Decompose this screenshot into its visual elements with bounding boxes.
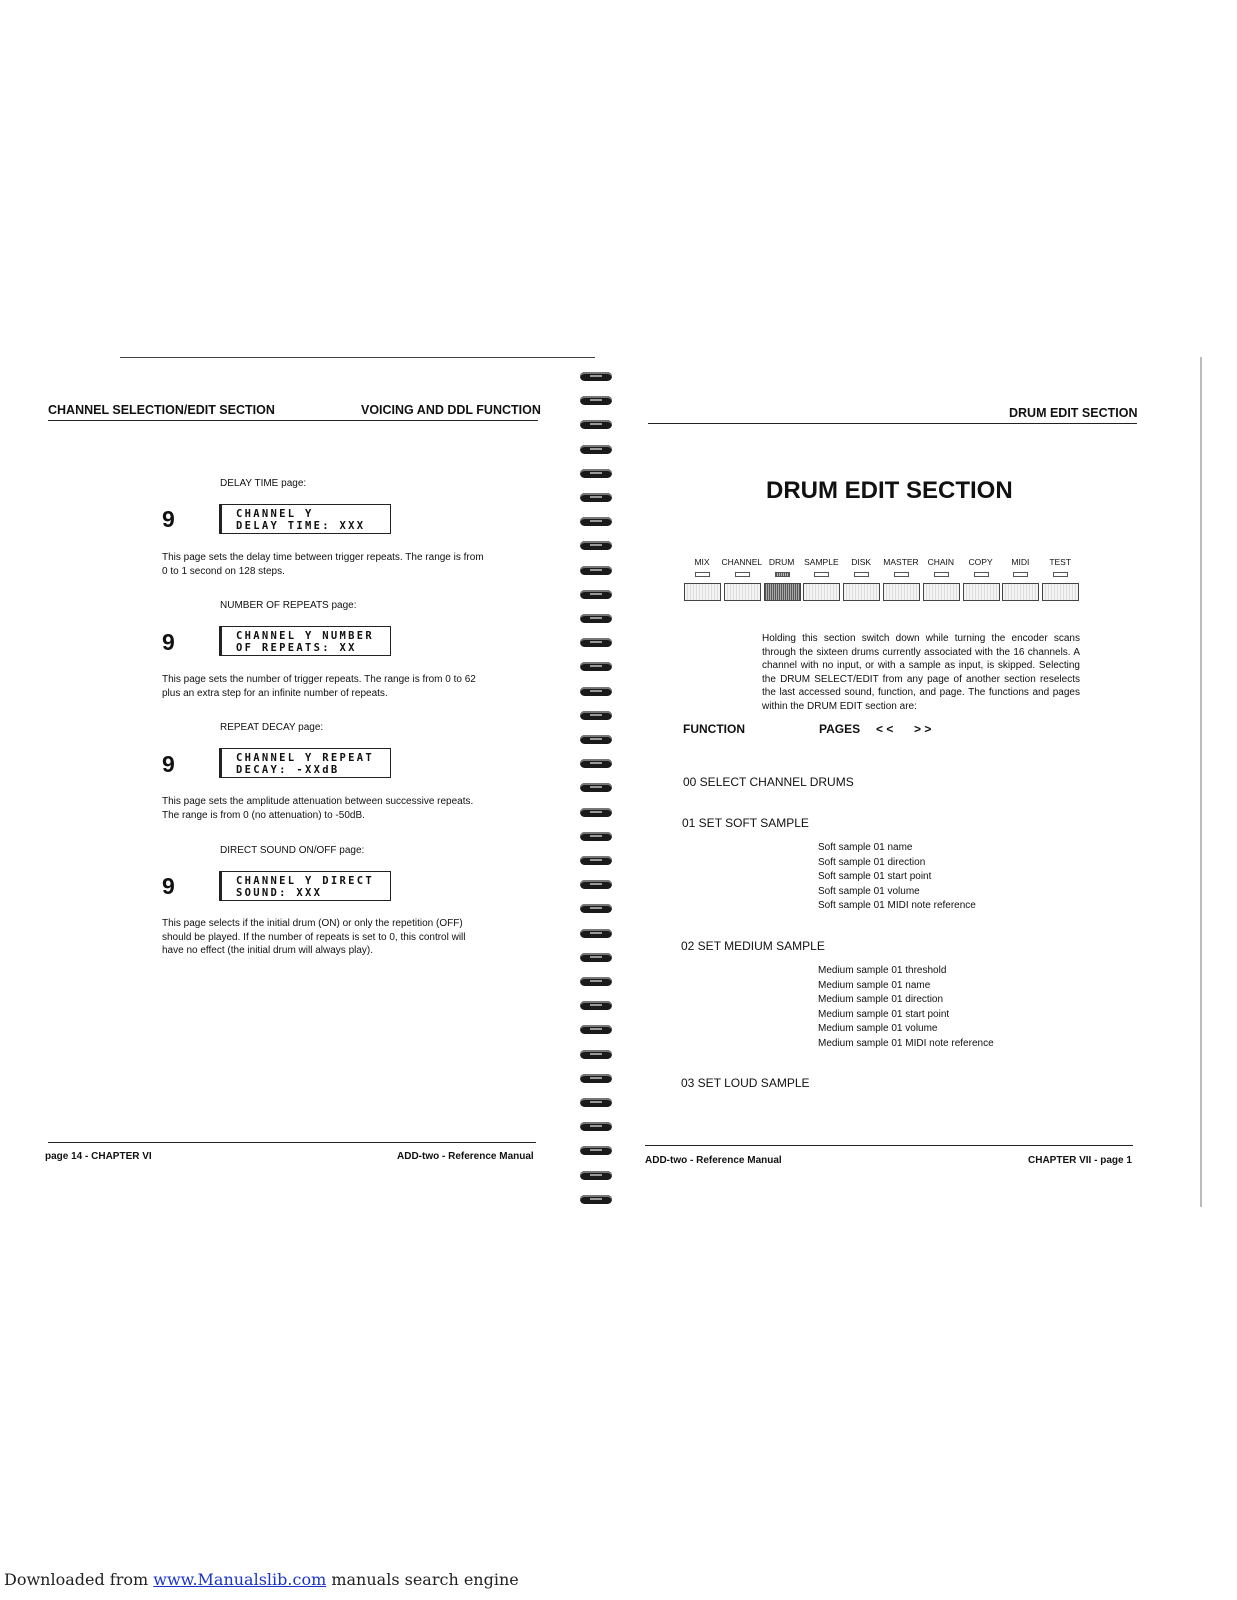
page-edge-line [1200,357,1202,1207]
repeats-label: NUMBER OF REPEATS page: [220,600,357,611]
switch-label-disk: DISK [851,557,872,567]
repeats-description: This page sets the number of trigger repeats. The range is from 0 to 62 plus an extra step for an infinite number of repeats. [162,674,476,699]
section-title: DRUM EDIT SECTION [766,477,1013,504]
switch-label-channel: CHANNEL [721,557,763,567]
top-edge-line [120,357,595,358]
left-header-rule [48,420,538,421]
binding-ring [580,469,612,478]
binding-ring [580,517,612,526]
list-item: Medium sample 01 start point [818,1008,950,1020]
manualslib-link[interactable]: www.Manualslib.com [153,1570,327,1589]
binding-ring [580,1122,612,1131]
right-header-rule [648,423,1137,424]
switch-button-midi [1002,583,1039,601]
switch-led-drum [775,572,790,577]
lcd-line-1: CHANNEL Y REPEAT [236,752,374,764]
next-arrows: > > [914,722,932,736]
switch-label-master: MASTER [883,557,919,567]
list-item: Soft sample 01 MIDI note reference [818,900,976,911]
binding-ring [580,856,612,865]
lcd-line-2: DECAY: -XXdB [236,764,340,776]
binding-ring [580,1098,612,1107]
list-item: Soft sample 01 name [818,842,913,853]
intro-paragraph: Holding this section switch down while turning the encoder scans through the sixteen drums currently associated with the 16 channels. A channel with no input, or with a sample as input, is skipped. Selecting the DRUM SELECT/EDIT from any page of another section reselects the last accessed sound, function, and page. The functions and pages within the DRUM EDIT section are: [762,633,1080,712]
lcd-line-1: CHANNEL Y NUMBER [236,630,374,642]
switch-button-drum [764,583,801,601]
repeat-decay-label: REPEAT DECAY page: [220,722,324,733]
binding-ring [580,590,612,599]
lcd-line-2: OF REPEATS: XX [236,642,357,654]
download-suffix: manuals search engine [326,1570,519,1589]
switch-label-midi: MIDI [1011,557,1030,567]
lcd-display [219,871,391,901]
list-item: Medium sample 01 threshold [818,965,947,976]
binding-ring [580,977,612,986]
page-number-9: 9 [162,629,175,655]
lcd-display [219,626,391,656]
function-02: 02 SET MEDIUM SAMPLE [681,939,825,953]
binding-ring [580,662,612,671]
binding-ring [580,541,612,550]
binding-ring [580,929,612,938]
left-header-topic: VOICING AND DDL FUNCTION [361,403,541,417]
lcd-display [219,504,391,534]
right-header-section: DRUM EDIT SECTION [1009,406,1138,420]
function-01: 01 SET SOFT SAMPLE [682,816,809,830]
list-item: Medium sample 01 MIDI note reference [818,1037,994,1049]
binding-ring [580,1074,612,1083]
left-footer-page: page 14 - CHAPTER VI [45,1151,152,1162]
delay-time-description: This page sets the delay time between trigger repeats. The range is from 0 to 1 second on 128 steps. [162,552,484,577]
switch-button-mix [684,583,721,601]
lcd-display [219,748,391,778]
switch-label-chain: CHAIN [927,557,955,567]
list-item: Medium sample 01 volume [818,1023,938,1034]
switch-button-sample [803,583,840,601]
lcd-line-2: DELAY TIME: XXX [236,520,366,532]
switch-button-chain [923,583,960,601]
switch-label-copy: COPY [968,557,993,567]
function-03: 03 SET LOUD SAMPLE [681,1076,810,1090]
list-item: Medium sample 01 direction [818,994,944,1005]
switch-button-copy [963,583,1000,601]
download-prefix: Downloaded from [4,1570,154,1589]
switch-label-drum: DRUM [768,557,795,567]
download-note [4,1570,519,1589]
function-02-pages [818,964,994,1051]
binding-ring [580,1146,612,1155]
function-01-pages [818,841,976,914]
binding-ring [580,880,612,889]
binding-ring [580,493,612,502]
binding-ring [580,1195,612,1204]
switch-led-chain [934,572,949,577]
direct-sound-label: DIRECT SOUND ON/OFF page: [220,845,365,856]
binding-ring [580,1001,612,1010]
prev-arrows: < < [876,722,894,736]
list-item: Soft sample 01 start point [818,871,932,882]
binding-ring [580,832,612,841]
switch-led-mix [695,572,710,577]
binding-ring [580,953,612,962]
binding-ring [580,1050,612,1059]
switch-label-sample: SAMPLE [804,557,839,567]
left-header-section: CHANNEL SELECTION/EDIT SECTION [48,403,275,417]
binding-ring [580,808,612,817]
binding-ring [580,420,612,429]
delay-time-label: DELAY TIME page: [220,478,307,489]
switch-label-test: TEST [1049,557,1072,567]
binding-ring [580,372,612,381]
pages-column-header: PAGES [819,722,861,736]
switch-led-channel [735,572,750,577]
list-item: Medium sample 01 name [818,979,931,991]
list-item: Soft sample 01 volume [818,885,920,897]
binding-ring [580,396,612,405]
lcd-line-2: SOUND: XXX [236,887,323,899]
left-footer-rule [48,1142,536,1143]
switch-label-mix: MIX [694,557,710,567]
binding-ring [580,1171,612,1180]
binding-ring [580,687,612,696]
binding-ring [580,445,612,454]
binding-ring [580,904,612,913]
switch-led-test [1053,572,1068,577]
page-number-9: 9 [162,751,175,777]
left-footer-manual: ADD-two - Reference Manual [397,1151,534,1162]
binding-ring [580,638,612,647]
switch-led-copy [974,572,989,577]
switch-button-disk [843,583,880,601]
switch-button-channel [724,583,761,601]
binding-ring [580,735,612,744]
repeat-decay-description: This page sets the amplitude attenuation between successive repeats. The range is from 0 (no attenuation) to -50dB. [162,796,474,821]
right-footer-manual: ADD-two - Reference Manual [645,1155,782,1166]
switch-led-midi [1013,572,1028,577]
switch-led-sample [814,572,829,577]
binding-ring [580,711,612,720]
direct-sound-description: This page selects if the initial drum (ON) or only the repetition (OFF) should be played. If the number of repeats is set to 0, this control will have no effect (the initial drum will always play). [162,918,466,956]
switch-led-disk [854,572,869,577]
switch-led-master [894,572,909,577]
function-column-header: FUNCTION [683,722,745,736]
binding-ring [580,614,612,623]
list-item: Soft sample 01 direction [818,856,926,868]
page-number-9: 9 [162,506,175,532]
right-footer-page: CHAPTER VII - page 1 [1028,1155,1132,1166]
page-number-9: 9 [162,873,175,899]
binding-ring [580,1025,612,1034]
lcd-line-1: CHANNEL Y DIRECT [236,875,374,887]
binding-ring [580,783,612,792]
binding-ring [580,759,612,768]
switch-button-master [883,583,920,601]
binding-ring [580,566,612,575]
function-00: 00 SELECT CHANNEL DRUMS [683,775,854,789]
lcd-line-1: CHANNEL Y [236,508,314,520]
switch-button-test [1042,583,1079,601]
right-footer-rule [645,1145,1133,1146]
